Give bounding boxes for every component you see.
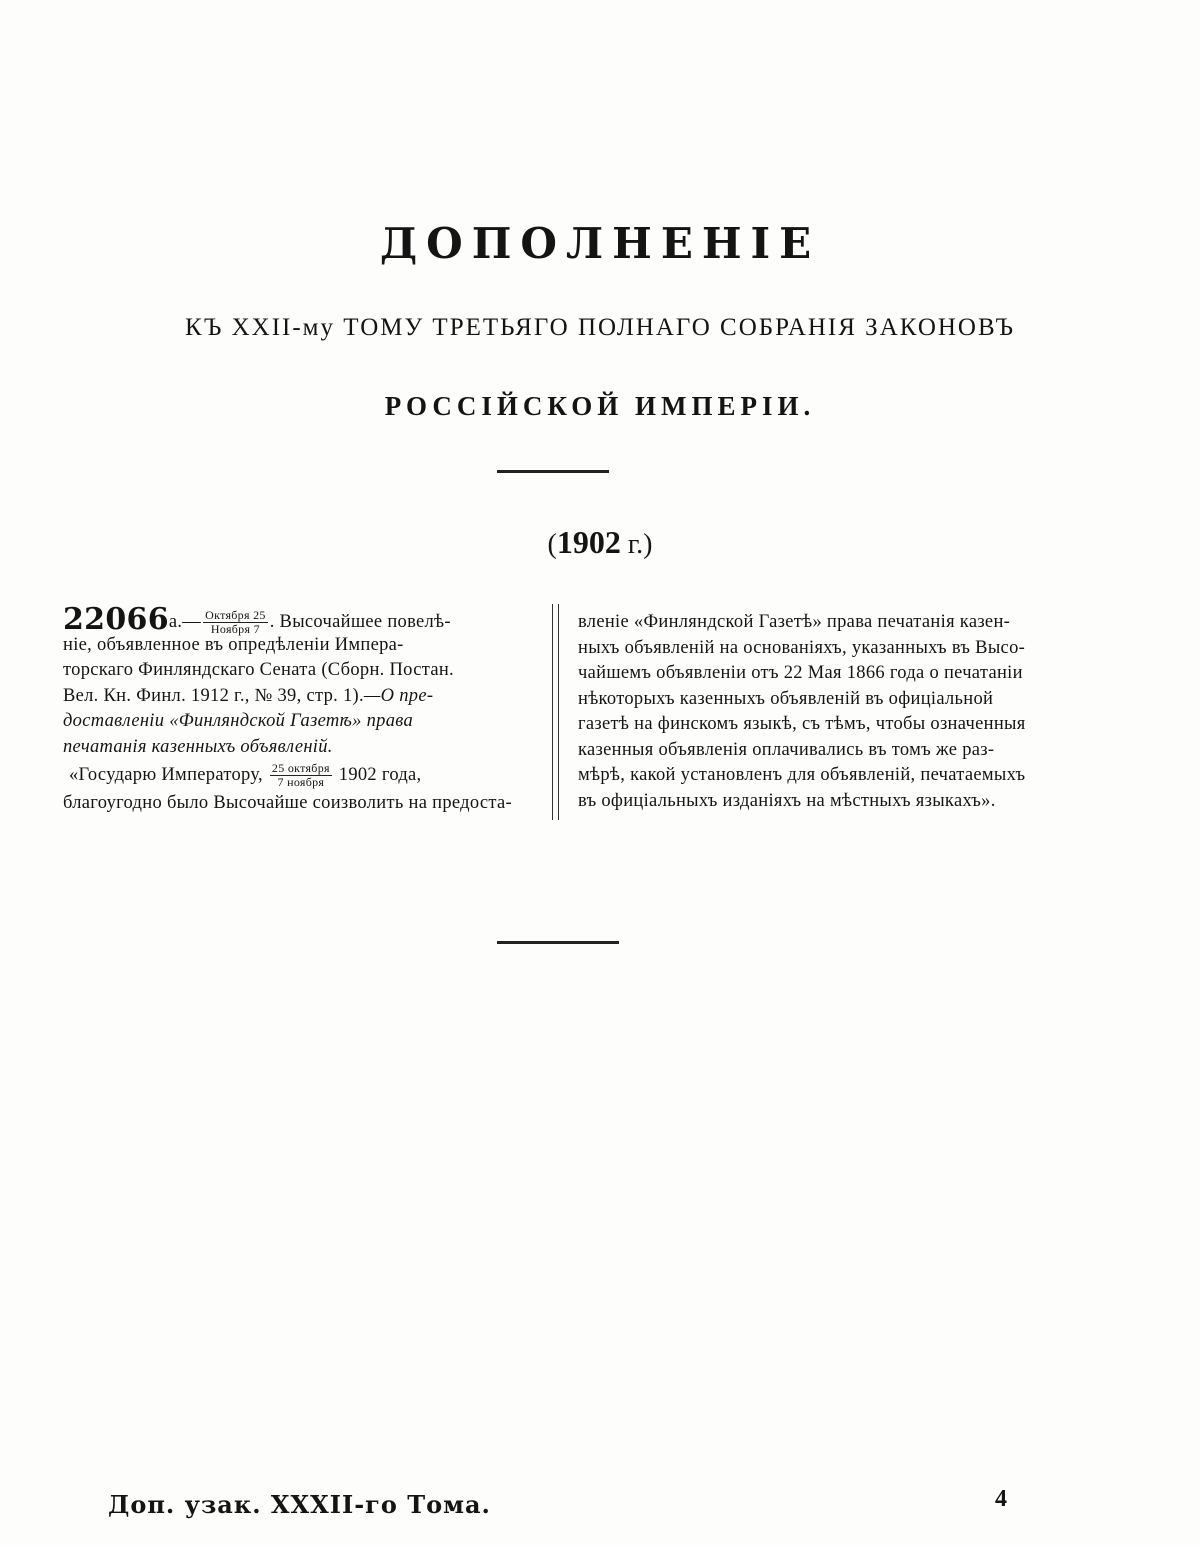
right-line: ныхъ объявленій на основаніяхъ, указанныхъ въ Высо- bbox=[578, 637, 1026, 658]
subtitle-line-1: КЪ XXII-му ТОМУ ТРЕТЬЯГО ПОЛНАГО СОБРАНІЯ ЗАКОНОВЪ bbox=[185, 314, 1015, 341]
right-line: мѣрѣ, какой установленъ для объявленій, печатаемыхъ bbox=[578, 765, 1026, 785]
year-number: 1902 bbox=[556, 524, 621, 560]
entry-line-1-rest: . Высочайшее повелѣ- bbox=[269, 612, 451, 632]
decree-date-fraction bbox=[270, 762, 332, 789]
page-title: ДОПОЛНЕНІЕ bbox=[379, 219, 821, 268]
decorative-rule-top bbox=[497, 470, 609, 473]
right-line: казенныя объявленія оплачивались въ томъ же раз- bbox=[578, 739, 995, 760]
left-line-7-b: 1902 года, bbox=[338, 765, 422, 785]
year-suffix: г.) bbox=[627, 529, 653, 560]
left-line-4 bbox=[63, 684, 541, 710]
decree-date-bottom: 7 ноября bbox=[277, 775, 325, 790]
left-line-2: ніе, объявленное въ опредѣленіи Импера- bbox=[63, 634, 404, 655]
entry-suffix: а.— bbox=[168, 612, 202, 632]
left-line-4-text: Вел. Кн. Финл. 1912 г., № 39, стр. 1). bbox=[63, 685, 364, 706]
year-prefix: ( bbox=[547, 529, 557, 560]
right-line: въ офиціальныхъ изданіяхъ на мѣстныхъ языкахъ». bbox=[578, 790, 996, 811]
page-number: 4 bbox=[995, 1486, 1007, 1512]
left-line-3: торскаго Финляндскаго Сената (Сборн. Постан. bbox=[63, 660, 454, 680]
entry-number: 22066 bbox=[63, 602, 169, 637]
left-line-7 bbox=[63, 760, 541, 791]
entry-date-top: Октября 25 bbox=[205, 608, 266, 623]
year-heading bbox=[0, 522, 1200, 565]
entry-date-bottom: Ноября 7 bbox=[210, 622, 260, 637]
left-column bbox=[63, 602, 541, 817]
left-line-8: благоугодно было Высочайше соизволить на предоста- bbox=[63, 793, 512, 813]
decree-date-top: 25 октября bbox=[271, 761, 330, 776]
left-line-7-a: «Государю Императору, bbox=[69, 765, 263, 785]
left-line-5: доставленіи «Финляндской Газетѣ» права bbox=[63, 711, 414, 731]
decorative-rule-bottom bbox=[497, 941, 619, 944]
right-line: газетѣ на финскомъ языкѣ, съ тѣмъ, чтобы означенныя bbox=[578, 714, 1026, 734]
entry-header-line bbox=[63, 602, 541, 637]
right-line: вленіе «Финляндской Газетѣ» права печатанія казен- bbox=[578, 612, 1011, 632]
left-line-6: печатанія казенныхъ объявленій. bbox=[63, 736, 333, 757]
left-line-4-italic: —О пре- bbox=[363, 685, 434, 706]
column-divider bbox=[552, 604, 559, 820]
footer-signature: Доп. узак. XXXII-го Тома. bbox=[108, 1490, 491, 1519]
subtitle-line-2: РОССІЙСКОЙ ИМПЕРІИ. bbox=[384, 391, 816, 421]
right-line: нѣкоторыхъ казенныхъ объявленій въ офиціальной bbox=[578, 688, 994, 709]
right-line: чайшемъ объявленіи отъ 22 Мая 1866 года о печатаніи bbox=[578, 663, 1023, 683]
right-column bbox=[578, 610, 1062, 814]
